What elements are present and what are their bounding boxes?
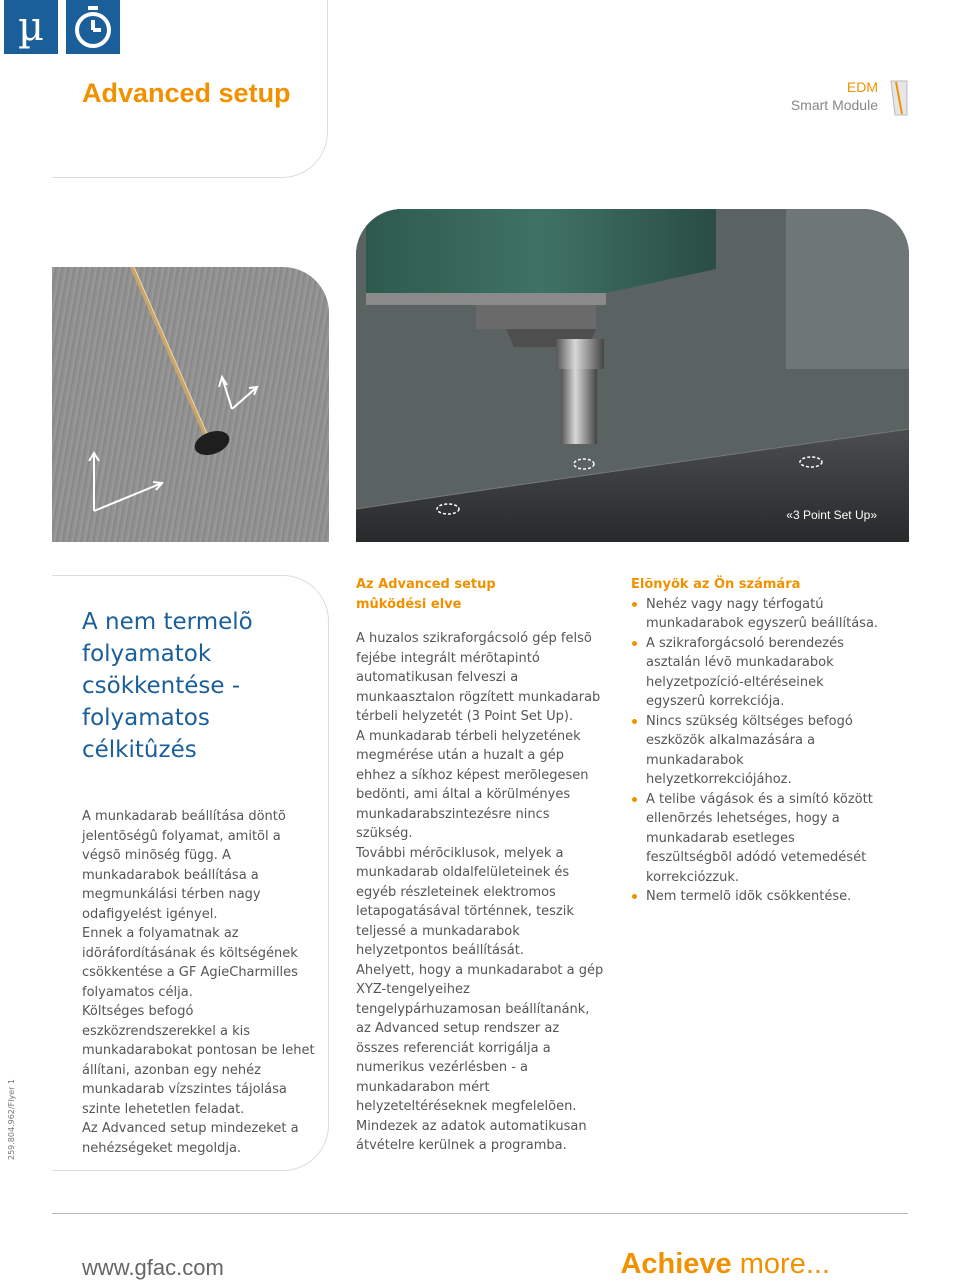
intro-paragraph: A munkadarab beállítása döntõ jelentõségû folyamat, amitõl a végsõ minõség függ. A munkadarabok beállítása a megmunkálási térben nagy odafigyelést igényel. — [82, 809, 286, 922]
benefit-item: Nehéz vagy nagy térfogatú munkadarabok egyszerû beállítása. — [631, 595, 881, 634]
footer-slogan-rest: more... — [731, 1248, 830, 1280]
module-label — [791, 78, 878, 114]
how-it-works-section — [356, 575, 606, 1156]
how-it-works-body — [356, 629, 606, 1156]
how-it-works-paragraph: A huzalos szikraforgácsoló gép felsõ fejébe integrált mérõtapintó automatikusan felveszi a munkaasztalon rögzített munkadarab térbeli helyzetét (3 Point Set Up). — [356, 631, 601, 724]
intro-paragraph: Az Advanced setup mindezeket a nehézségeket megoldja. — [82, 1121, 299, 1156]
module-label-line1: EDM — [846, 79, 878, 95]
how-it-works-paragraph: A munkadarab térbeli helyzetének megmérése után a huzalt a gép ehhez a síkhoz képest merõlegesen bedönti, ami által a körülményes munkadarabszintezésre nincs szükség. — [356, 728, 589, 841]
how-it-works-heading-line2: mûködési elve — [356, 596, 462, 612]
benefits-heading: Elõnyök az Ön számára — [631, 577, 801, 592]
machine-probe-photo — [356, 209, 909, 542]
edm-module-icon — [890, 80, 908, 116]
photo-caption: «3 Point Set Up» — [786, 508, 877, 522]
module-label-line2: Smart Module — [790, 97, 878, 113]
footer-slogan — [620, 1248, 830, 1281]
mu-logo-glyph: µ — [18, 4, 44, 50]
intro-paragraph: Költséges befogó eszközrendszerekkel a kis munkadarabokat pontosan be lehet állítani, azonban egy nehéz munkadarab vízszintes tájolása szinte lehetetlen feladat. — [82, 1004, 315, 1117]
how-it-works-paragraph: További mérõciklusok, melyek a munkadarab oldalfelületeinek és egyéb részleteinek elektromos letapogatásával történnek, teszik teljessé a munkadarabok helyzetpontos beállítását. — [356, 845, 574, 958]
benefits-list — [631, 595, 881, 907]
how-it-works-heading — [356, 575, 606, 614]
probe-hole-photo — [52, 267, 329, 542]
how-it-works-heading-line1: Az Advanced setup — [356, 577, 496, 592]
document-code: 259.804.962/Flyer 1 — [7, 1079, 16, 1160]
intro-heading: A nem termelõ folyamatok csökkentése - folyamatos célkitûzés — [82, 609, 253, 763]
benefit-item: A szikraforgácsoló berendezés asztalán lévõ munkadarabok helyzetpozíció-eltéréseinek egyszerû korrekciója. — [631, 634, 881, 712]
intro-paragraph: Ennek a folyamatnak az idõráfordításának és költségének csökkentése a GF AgieCharmilles folyamatos célja. — [82, 926, 298, 1000]
benefits-section — [631, 575, 881, 907]
intro-body — [82, 807, 322, 1158]
how-it-works-paragraph: Mindezek az adatok automatikusan átvételre kerülnek a programba. — [356, 1118, 587, 1153]
website-link[interactable]: www.gfac.com — [82, 1255, 224, 1280]
benefit-item: A telibe vágások és a simító között ellenõrzés lehetséges, hogy a munkadarab esetleges feszültségbõl adódó vetemedését korrekciózzuk. — [631, 790, 881, 888]
how-it-works-paragraph: Ahelyett, hogy a munkadarabot a gép XYZ-tengelyeihez tengelypárhuzamosan beállítanánk, az Advanced setup rendszer az összes referenciát korrigálja a numerikus vezérlésben - a munkadarabon mért helyzeteltéréseknek megfelelõen. — [356, 962, 604, 1114]
footer-divider — [52, 1213, 908, 1214]
benefit-item: Nem termelõ idõk csökkentése. — [631, 887, 881, 907]
page-title: Advanced setup — [82, 78, 291, 108]
benefit-item: Nincs szükség költséges befogó eszközök alkalmazására a munkadarabok helyzetkorrekciójához. — [631, 712, 881, 790]
footer-slogan-bold: Achieve — [620, 1248, 732, 1280]
mu-logo — [4, 0, 58, 54]
